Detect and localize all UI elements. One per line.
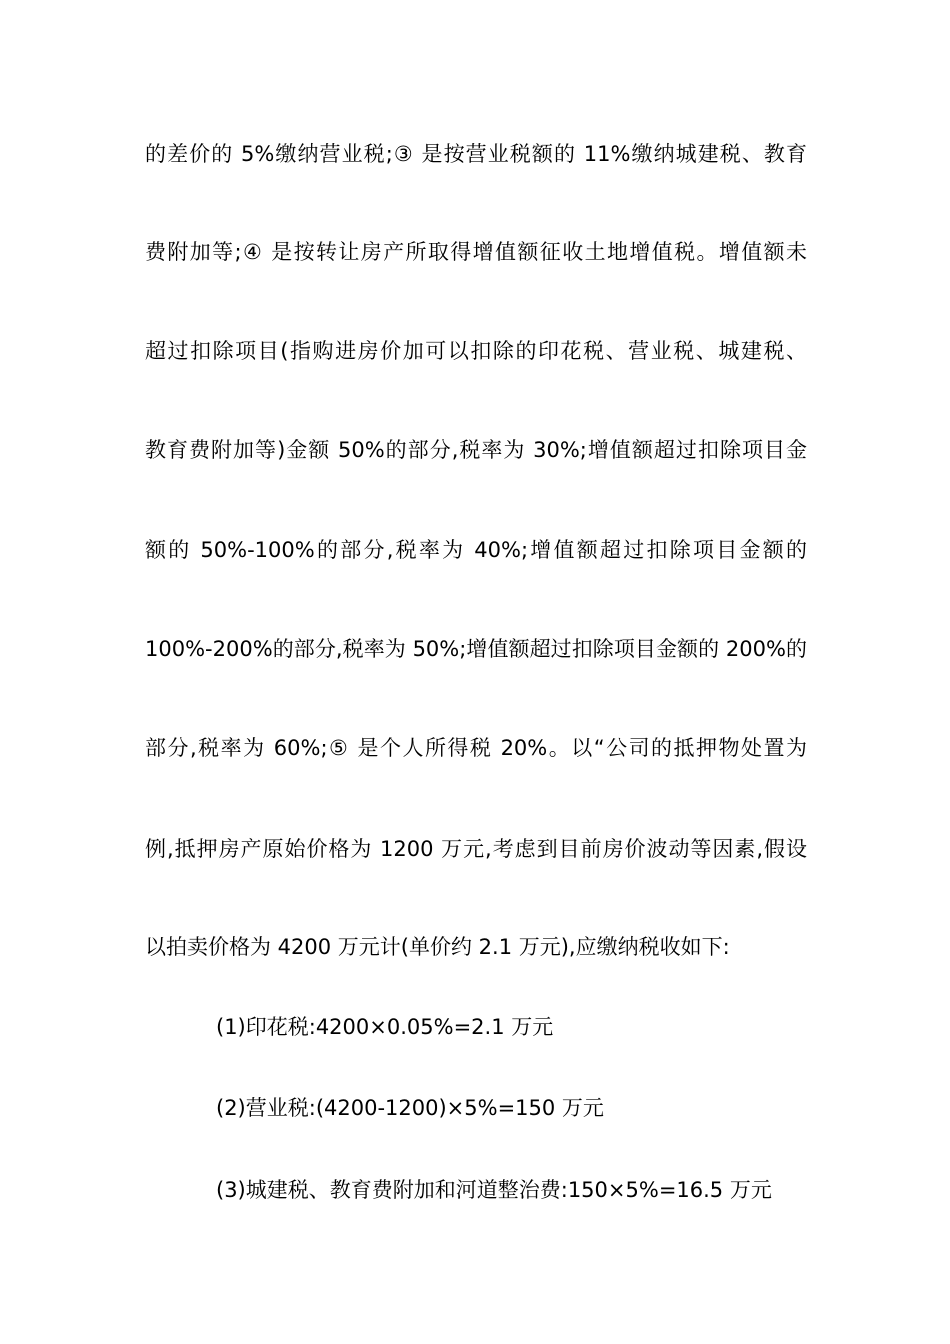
paragraph-line: 例,抵押房产原始价格为 1200 万元,考虑到目前房价波动等因素,假设 (145, 837, 807, 861)
tax-item-urban-construction: (3)城建税、教育费附加和河道整治费:150×5%=16.5 万元 (216, 1178, 772, 1202)
paragraph-line: 教育费附加等)金额 50%的部分,税率为 30%;增值额超过扣除项目金 (145, 438, 807, 462)
paragraph-line: 以拍卖价格为 4200 万元计(单价约 2.1 万元),应缴纳税收如下: (145, 935, 730, 959)
paragraph-line: 费附加等;④ 是按转让房产所取得增值额征收土地增值税。增值额未 (145, 240, 807, 264)
paragraph-line: 的差价的 5%缴纳营业税;③ 是按营业税额的 11%缴纳城建税、教育 (145, 142, 807, 166)
tax-item-business-tax: (2)营业税:(4200-1200)×5%=150 万元 (216, 1096, 604, 1120)
paragraph-line: 100%-200%的部分,税率为 50%;增值额超过扣除项目金额的 200%的 (145, 637, 807, 661)
paragraph-line: 额的 50%-100%的部分,税率为 40%;增值额超过扣除项目金额的 (145, 538, 807, 562)
paragraph-line: 部分,税率为 60%;⑤ 是个人所得税 20%。以“公司的抵押物处置为 (145, 736, 807, 760)
paragraph-line: 超过扣除项目(指购进房价加可以扣除的印花税、营业税、城建税、 (145, 339, 807, 363)
tax-item-stamp-duty: (1)印花税:4200×0.05%=2.1 万元 (216, 1015, 554, 1039)
